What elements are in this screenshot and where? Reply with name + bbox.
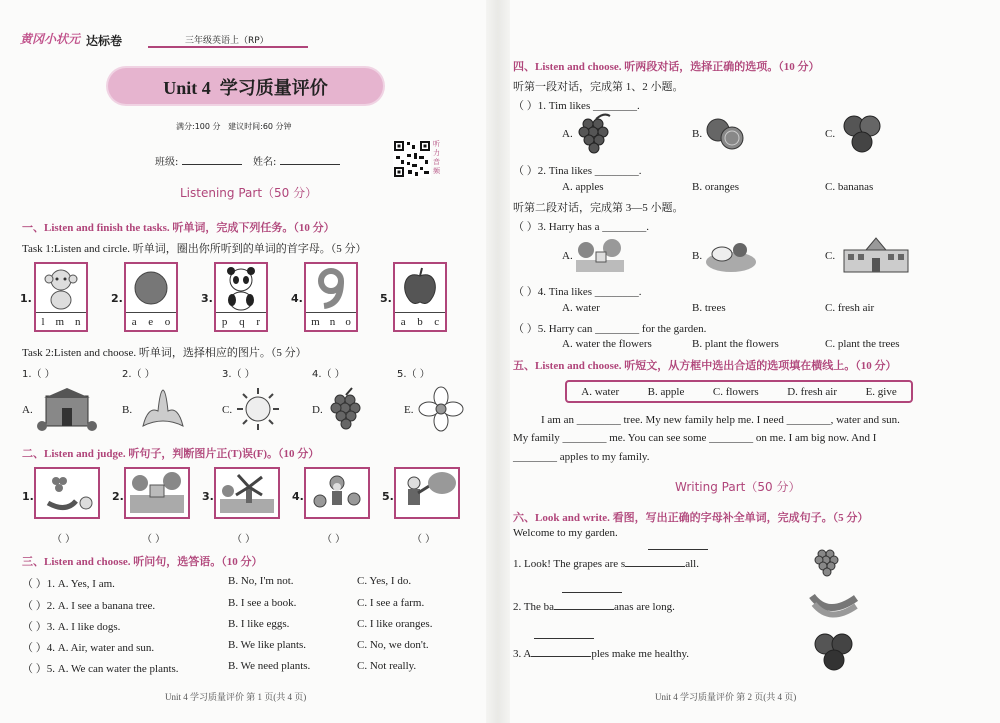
header-rule	[148, 46, 308, 48]
task1-letters-3	[216, 312, 266, 330]
word-bank-option[interactable]: B. apple	[647, 385, 685, 398]
s3-row-3-b[interactable]: B. I like eggs.	[228, 618, 290, 630]
grapes-icon	[812, 544, 842, 580]
grade-label: 三年级英语上（RP）	[185, 36, 269, 46]
s2-num-2: 2.	[112, 490, 124, 503]
letter-option[interactable]: n	[329, 315, 336, 328]
section-3-heading: 三、Listen and choose. 听问句，选答语。（10 分）	[22, 556, 263, 568]
letter-option[interactable]: q	[239, 315, 245, 328]
s2-num-3: 3.	[202, 490, 214, 503]
letter-option[interactable]: b	[417, 315, 423, 328]
s3-row-4-b[interactable]: B. We like plants.	[228, 639, 307, 651]
word-bank-option[interactable]: C. flowers	[712, 385, 759, 398]
s3-row-4-a[interactable]: （ ）4. A. Air, water and sun.	[22, 642, 155, 654]
s3-row-1-a[interactable]: （ ）1. A. Yes, I am.	[22, 578, 115, 590]
s2-answer-5[interactable]: （ ）	[412, 534, 436, 545]
word-bank-box	[565, 380, 913, 403]
boy-tree-scene-icon	[396, 469, 458, 517]
s2-answer-2[interactable]: （ ）	[142, 534, 166, 545]
task2-option-d-label: D.	[312, 404, 323, 416]
s2-answer-3[interactable]: （ ）	[232, 534, 256, 545]
passage-line-2: My family ________ me. You can see some ________ on me. I am big now. And I	[513, 432, 877, 444]
w1-start: 1. Look! The grapes are s	[513, 558, 626, 570]
writing-item-3	[513, 646, 689, 660]
class-blank[interactable]	[182, 164, 242, 165]
water-splash-icon	[138, 386, 188, 432]
task1-num-1: 1.	[20, 292, 32, 305]
q3-option-c-label: C.	[825, 250, 836, 262]
letter-option[interactable]: p	[221, 315, 228, 328]
w3-start: 3. A	[513, 648, 532, 660]
apples-icon	[810, 630, 858, 672]
task1-num-2: 2.	[111, 292, 123, 305]
s4-question-3[interactable]: （ ）3. Harry has a ________.	[513, 221, 649, 233]
garden-icon[interactable]	[574, 234, 626, 274]
bananas-icon	[808, 584, 860, 624]
q3-option-a-label: A.	[562, 250, 573, 262]
panda-icon	[216, 264, 266, 312]
writing-part-title: Writing Part（50 分）	[675, 480, 801, 494]
s4-question-1[interactable]: （ ）1. Tim likes ________.	[513, 100, 640, 112]
s3-row-5-a[interactable]: （ ）5. A. We can water the plants.	[22, 663, 179, 675]
task1-card-monkey	[34, 262, 88, 332]
s3-row-3-c[interactable]: C. I like oranges.	[357, 618, 433, 630]
task1-letters-1	[36, 312, 86, 330]
w3-blank[interactable]	[531, 646, 591, 657]
apple-icon	[395, 264, 445, 312]
s3-row-1-b[interactable]: B. No, I'm not.	[228, 575, 294, 587]
task1-letters-2	[126, 312, 176, 330]
task1-num-4: 4.	[291, 292, 303, 305]
s2-pic-2	[124, 467, 190, 519]
dialogue-2-instruction: 听第二段对话，完成第 3—5 小题。	[513, 202, 684, 214]
task1-letters-5	[395, 312, 445, 330]
school-building-icon[interactable]	[838, 236, 914, 274]
fruit-scene-icon	[36, 469, 98, 517]
right-footer: Unit 4 学习质量评价 第 2 页(共 4 页)	[655, 692, 797, 702]
w2-end: anas are long.	[614, 601, 675, 613]
qr-code[interactable]	[393, 140, 431, 178]
q3-option-b-label: B.	[692, 250, 703, 262]
task1-card-orange	[124, 262, 178, 332]
q1-option-b-label: B.	[692, 128, 703, 140]
s2-pic-5	[394, 467, 460, 519]
task1-letters-4	[306, 312, 356, 330]
w1-end: all.	[685, 558, 699, 570]
q2-option-c[interactable]: C. bananas	[825, 181, 874, 193]
s2-answer-4[interactable]: （ ）	[322, 534, 346, 545]
dialogue-1-instruction: 听第一段对话，完成第 1、2 小题。	[513, 81, 684, 93]
letter-option[interactable]: m	[311, 315, 320, 328]
s2-num-4: 4.	[292, 490, 304, 503]
letter-option[interactable]: l	[41, 315, 45, 328]
letter-option[interactable]: o	[164, 315, 171, 328]
task1-card-apple	[393, 262, 447, 332]
q2-option-a[interactable]: A. apples	[562, 181, 604, 193]
s2-pic-1	[34, 467, 100, 519]
page-gutter	[486, 0, 510, 723]
writing-item-1	[513, 556, 699, 570]
word-bank-option[interactable]: A. water	[581, 385, 620, 398]
s4-question-2[interactable]: （ ）2. Tina likes ________.	[513, 165, 642, 177]
w2-top-blank[interactable]	[562, 592, 622, 593]
letter-option[interactable]: a	[131, 315, 137, 328]
s4-question-5[interactable]: （ ）5. Harry can ________ for the garden.	[513, 323, 707, 335]
s2-num-1: 1.	[22, 490, 34, 503]
w2-start: 2. The ba	[513, 601, 555, 613]
orange-icon	[126, 264, 176, 312]
s3-row-2-a[interactable]: （ ）2. A. I see a banana tree.	[22, 600, 156, 612]
s4-question-4[interactable]: （ ）4. Tina likes ________.	[513, 286, 642, 298]
s3-row-2-c[interactable]: C. I see a farm.	[357, 597, 425, 609]
name-label: 姓名:	[253, 157, 277, 168]
letter-option[interactable]: e	[148, 315, 154, 328]
task2-option-a-label: A.	[22, 404, 33, 416]
oranges-icon[interactable]	[704, 114, 746, 154]
left-footer: Unit 4 学习质量评价 第 1 页(共 4 页)	[165, 692, 307, 702]
word-bank-option[interactable]: E. give	[865, 385, 897, 398]
w3-top-blank[interactable]	[534, 638, 594, 639]
s3-row-1-c[interactable]: C. Yes, I do.	[357, 575, 412, 587]
q5-option-c[interactable]: C. plant the trees	[825, 338, 900, 350]
monkey-icon	[36, 264, 86, 312]
grapes-icon[interactable]	[574, 112, 614, 154]
brand-logo: 黄冈小状元	[20, 32, 81, 46]
s2-answer-1[interactable]: （ ）	[52, 534, 76, 545]
q5-option-b[interactable]: B. plant the flowers	[692, 338, 779, 350]
farm-animals-icon[interactable]	[704, 236, 758, 274]
letter-option[interactable]: n	[75, 315, 81, 328]
task1-card-panda	[214, 262, 268, 332]
series-label: 达标卷	[86, 34, 123, 48]
task2-answer-5[interactable]: 5.（ ）	[397, 369, 430, 380]
q5-option-a[interactable]: A. water the flowers	[562, 338, 652, 350]
windmill-scene-icon	[216, 469, 278, 517]
w1-blank[interactable]	[625, 556, 685, 567]
task1-num-3: 3.	[201, 292, 213, 305]
w2-blank[interactable]	[554, 599, 614, 610]
task2-answer-3[interactable]: 3.（ ）	[222, 369, 255, 380]
garden-scene-icon	[126, 469, 188, 517]
s3-row-5-b[interactable]: B. We need plants.	[228, 660, 311, 672]
q2-option-b[interactable]: B. oranges	[692, 181, 740, 193]
s3-row-5-c[interactable]: C. Not really.	[357, 660, 417, 672]
section-4-heading: 四、Listen and choose. 听两段对话，选择正确的选项。（10 分）	[513, 61, 820, 73]
letter-option[interactable]: m	[55, 315, 65, 328]
word-bank-option[interactable]: D. fresh air	[787, 385, 838, 398]
s3-row-3-a[interactable]: （ ）3. A. I like dogs.	[22, 621, 121, 633]
task-2-instruction: Task 2:Listen and choose. 听单词，选择相应的图片。（5 分）	[22, 347, 307, 359]
w1-top-blank[interactable]	[648, 549, 708, 550]
apples-icon[interactable]	[838, 112, 886, 154]
w3-end: ples make me healthy.	[591, 648, 689, 660]
task2-option-b-label: B.	[122, 404, 133, 416]
s3-row-2-b[interactable]: B. I see a book.	[228, 597, 297, 609]
passage-line-1: I am an ________ tree. My new family help me. I need ________, water and sun.	[541, 414, 900, 426]
task2-answer-1[interactable]: 1.（ ）	[22, 369, 55, 380]
listening-part-title: Listening Part（50 分）	[180, 186, 318, 200]
exam-meta: 满分:100 分 建议时间:60 分钟	[176, 122, 292, 131]
section-5-heading: 五、Listen and choose. 听短文，从方框中选出合适的选项填在横线上。（10 分）	[513, 360, 897, 372]
task2-option-c-label: C.	[222, 404, 233, 416]
section-6-heading: 六、Look and write. 看图，写出正确的字母补全单词，完成句子。（5 分）	[513, 512, 869, 524]
q4-option-c[interactable]: C. fresh air	[825, 302, 875, 314]
passage-line-3: ________ apples to my family.	[513, 451, 650, 463]
farm-icon	[36, 386, 98, 434]
q4-option-a[interactable]: A. water	[562, 302, 600, 314]
sun-icon	[234, 386, 282, 432]
qr-label: 听力音频	[433, 140, 440, 175]
q1-option-a-label: A.	[562, 128, 573, 140]
q4-option-b[interactable]: B. trees	[692, 302, 726, 314]
class-label: 班级:	[155, 157, 179, 168]
letter-option[interactable]: a	[400, 315, 406, 328]
s2-pic-3	[214, 467, 280, 519]
task-1-instruction: Task 1:Listen and circle. 听单词，圈出你所听到的单词的首字母。（5 分）	[22, 243, 367, 255]
task1-num-5: 5.	[380, 292, 392, 305]
flower-icon	[418, 386, 464, 432]
welcome-line: Welcome to my garden.	[513, 527, 618, 539]
q1-option-c-label: C.	[825, 128, 836, 140]
section-1-heading: 一、Listen and finish the tasks. 听单词，完成下列任务。（10 分）	[22, 222, 335, 234]
task2-answer-2[interactable]: 2.（ ）	[122, 369, 155, 380]
number-nine-icon	[306, 264, 356, 312]
letter-option[interactable]: r	[256, 315, 261, 328]
page-title: Unit 4 学习质量评价	[163, 78, 328, 98]
s2-pic-4	[304, 467, 370, 519]
letter-option[interactable]: c	[434, 315, 440, 328]
letter-option[interactable]: o	[345, 315, 351, 328]
task1-card-nine	[304, 262, 358, 332]
name-blank[interactable]	[280, 164, 340, 165]
task2-answer-4[interactable]: 4.（ ）	[312, 369, 345, 380]
task2-option-e-label: E.	[404, 404, 414, 416]
section-2-heading: 二、Listen and judge. 听句子，判断图片正(T)误(F)。（10 分）	[22, 448, 320, 460]
s3-row-4-c[interactable]: C. No, we don't.	[357, 639, 429, 651]
flowers-scene-icon	[306, 469, 368, 517]
writing-item-2	[513, 599, 675, 613]
s2-num-5: 5.	[382, 490, 394, 503]
grapes-icon	[326, 386, 366, 432]
